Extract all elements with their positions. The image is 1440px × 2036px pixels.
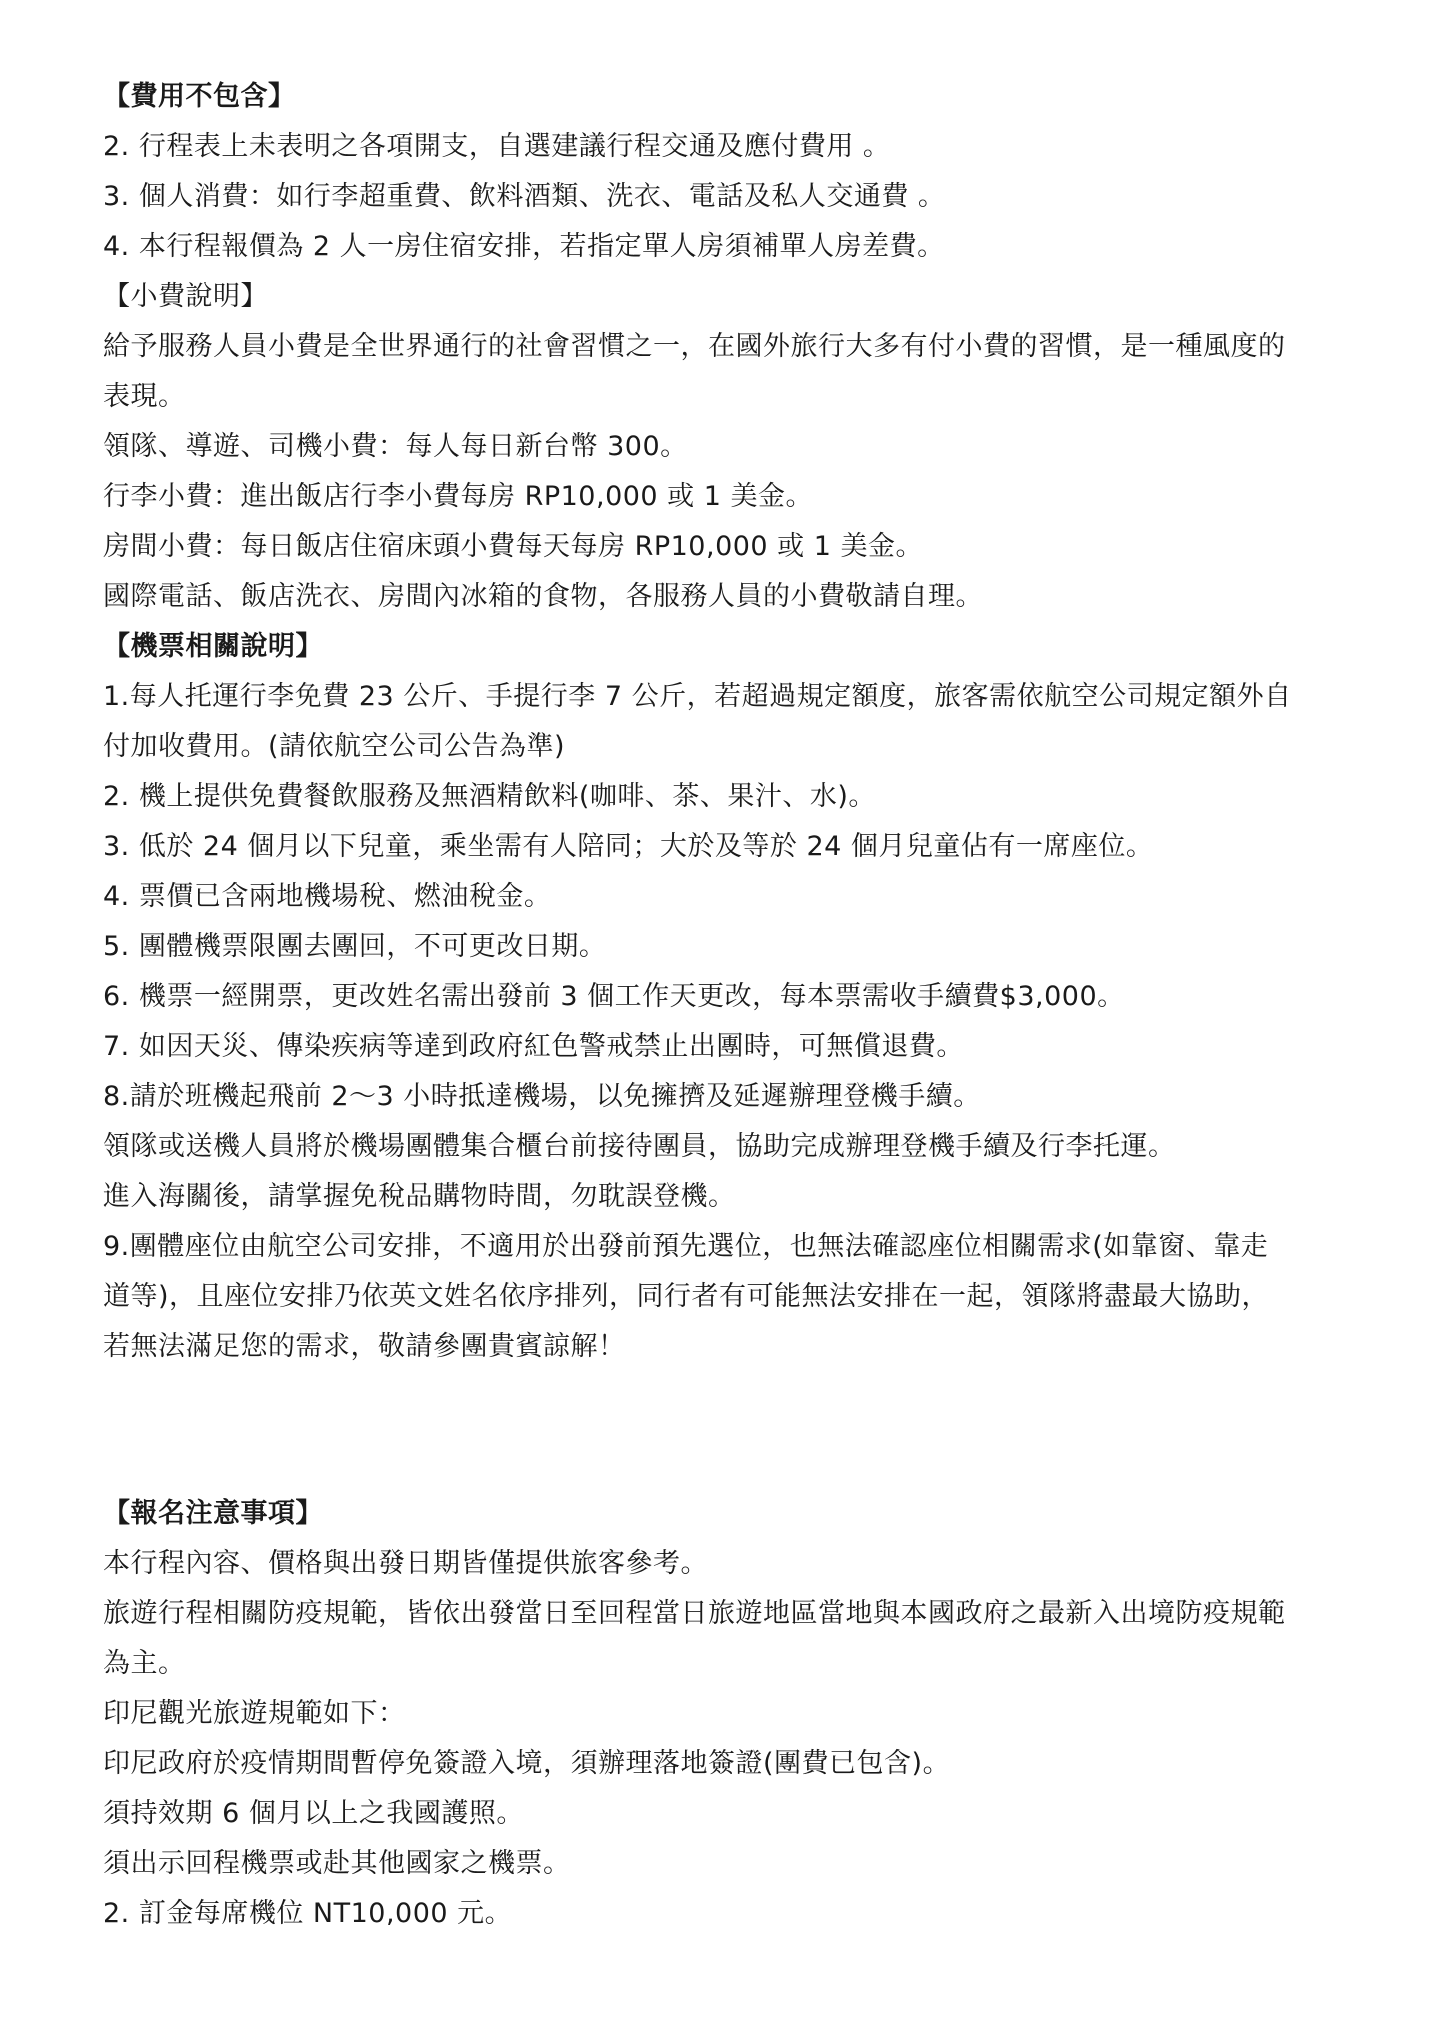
text-line: 本行程內容、價格與出發日期皆僅提供旅客參考。 xyxy=(103,1548,708,1579)
text-line: 1.每人托運行李免費 23 公斤、手提行李 7 公斤，若超過規定額度，旅客需依航空公司規定額外自 xyxy=(103,681,1292,712)
document-content xyxy=(103,72,1343,1939)
section-heading: 【小費說明】 xyxy=(103,281,268,312)
text-line: 印尼政府於疫情期間暫停免簽證入境，須辦理落地簽證(團費已包含)。 xyxy=(103,1748,951,1779)
text-line: 旅遊行程相關防疫規範，皆依出發當日至回程當日旅遊地區當地與本國政府之最新入出境防疫規範 xyxy=(103,1598,1286,1629)
text-line: 印尼觀光旅遊規範如下： xyxy=(103,1698,406,1729)
text-line: 付加收費用。(請依航空公司公告為準) xyxy=(103,731,566,762)
text-line: 道等)，且座位安排乃依英文姓名依序排列，同行者有可能無法安排在一起，領隊將盡最大協助， xyxy=(103,1281,1270,1312)
text-line: 若無法滿足您的需求，敬請參團貴賓諒解！ xyxy=(103,1331,626,1362)
section-heading: 【報名注意事項】 xyxy=(103,1498,323,1529)
section-tips xyxy=(103,272,1343,622)
section-excluded-costs xyxy=(103,72,1343,272)
section-heading: 【機票相關說明】 xyxy=(103,631,323,662)
text-line: 2. 機上提供免費餐飲服務及無酒精飲料(咖啡、茶、果汁、水)。 xyxy=(103,781,876,812)
text-line: 4. 本行程報價為 2 人一房住宿安排，若指定單人房須補單人房差費。 xyxy=(103,231,945,262)
text-line: 7. 如因天災、傳染疾病等達到政府紅色警戒禁止出團時，可無償退費。 xyxy=(103,1031,964,1062)
text-line: 須持效期 6 個月以上之我國護照。 xyxy=(103,1798,524,1829)
text-line: 9.團體座位由航空公司安排，不適用於出發前預先選位，也無法確認座位相關需求(如靠窗、靠走 xyxy=(103,1231,1269,1262)
text-line: 國際電話、飯店洗衣、房間內冰箱的食物，各服務人員的小費敬請自理。 xyxy=(103,581,983,612)
text-line: 6. 機票一經開票，更改姓名需出發前 3 個工作天更改，每本票需收手續費$3,000。 xyxy=(103,981,1125,1012)
text-line: 表現。 xyxy=(103,381,186,412)
text-line: 8.請於班機起飛前 2～3 小時抵達機場，以免擁擠及延遲辦理登機手續。 xyxy=(103,1081,981,1112)
section-registration-notes xyxy=(103,1489,1343,1939)
section-spacer xyxy=(103,1372,1343,1489)
section-heading: 【費用不包含】 xyxy=(103,81,296,112)
text-line: 3. 個人消費：如行李超重費、飲料酒類、洗衣、電話及私人交通費 。 xyxy=(103,181,946,212)
text-line: 2. 行程表上未表明之各項開支，自選建議行程交通及應付費用 。 xyxy=(103,131,891,162)
text-line: 領隊、導遊、司機小費：每人每日新台幣 300。 xyxy=(103,431,688,462)
text-line: 2. 訂金每席機位 NT10,000 元。 xyxy=(103,1898,513,1929)
text-line: 給予服務人員小費是全世界通行的社會習慣之一，在國外旅行大多有付小費的習慣，是一種風度的 xyxy=(103,331,1286,362)
text-line: 房間小費：每日飯店住宿床頭小費每天每房 RP10,000 或 1 美金。 xyxy=(103,531,924,562)
text-line: 進入海關後，請掌握免稅品購物時間，勿耽誤登機。 xyxy=(103,1181,736,1212)
text-line: 3. 低於 24 個月以下兒童，乘坐需有人陪同；大於及等於 24 個月兒童佔有一席座位。 xyxy=(103,831,1154,862)
text-line: 5. 團體機票限團去團回，不可更改日期。 xyxy=(103,931,607,962)
text-line: 為主。 xyxy=(103,1648,186,1679)
section-flight-info xyxy=(103,622,1343,1372)
text-line: 行李小費：進出飯店行李小費每房 RP10,000 或 1 美金。 xyxy=(103,481,814,512)
text-line: 4. 票價已含兩地機場稅、燃油稅金。 xyxy=(103,881,552,912)
text-line: 須出示回程機票或赴其他國家之機票。 xyxy=(103,1848,571,1879)
text-line: 領隊或送機人員將於機場團體集合櫃台前接待團員，協助完成辦理登機手續及行李托運。 xyxy=(103,1131,1176,1162)
